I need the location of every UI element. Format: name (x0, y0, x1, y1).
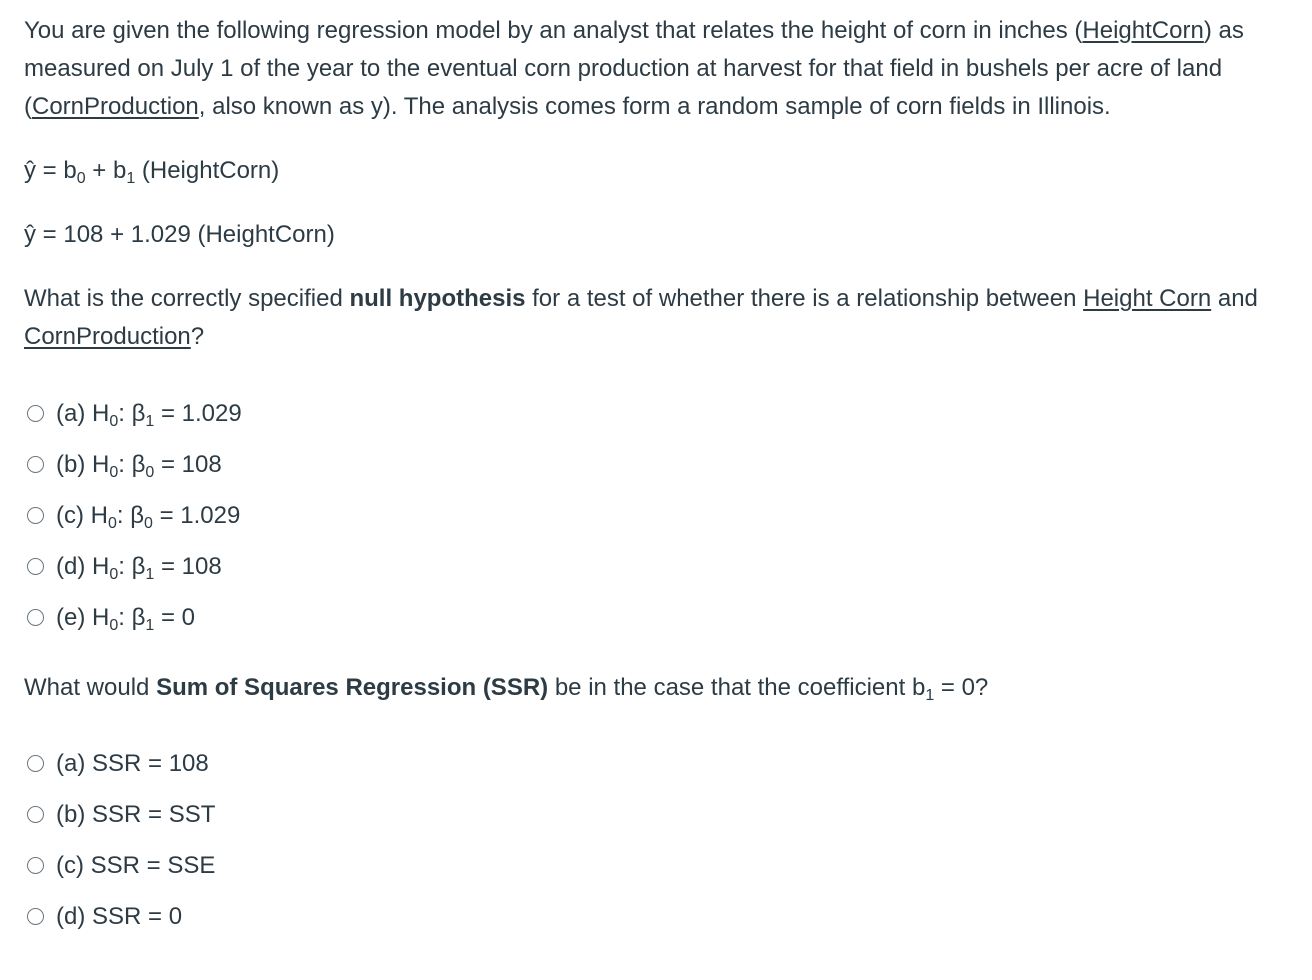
intro-text-2: ) as measured on July 1 of the year to the eventual corn production at harvest for that field in bushels per acre of land ( (24, 17, 1244, 120)
var-cornproduction: CornProduction (32, 93, 199, 120)
q2-bold: Sum of Squares Regression (SSR) (156, 674, 549, 701)
question-2-prompt (24, 669, 1288, 707)
option-label: (d) SSR = 0 (56, 902, 183, 930)
q1-text-3: and (1211, 285, 1258, 312)
option-label: (e) $H_0$: $\beta_1 = 0$ (56, 603, 195, 634)
q1-option-e[interactable] (24, 592, 1288, 643)
q1-var-cornproduction: CornProduction (24, 323, 191, 350)
q1-option-a[interactable] (24, 388, 1288, 439)
eq-sub-1: 1 (126, 170, 136, 187)
radio-button[interactable] (27, 857, 44, 874)
q2-option-b[interactable] (24, 789, 1288, 840)
eq-lhs: ŷ = b (24, 157, 77, 184)
radio-button[interactable] (27, 405, 44, 422)
var-heightcorn: HeightCorn (1082, 17, 1204, 44)
q2-sub: 1 (925, 687, 935, 704)
radio-button[interactable] (27, 755, 44, 772)
q2-text-1: What would (24, 674, 157, 701)
option-label: (d) $H_0$: $\beta_1 = 108$ (56, 552, 222, 583)
radio-button[interactable] (27, 507, 44, 524)
q1-text-1: What is the correctly specified (24, 285, 350, 312)
radio-button[interactable] (27, 609, 44, 626)
eq-mid: + b (85, 157, 127, 184)
question-1-options (24, 388, 1288, 643)
q1-option-c[interactable] (24, 490, 1288, 541)
q1-option-b[interactable] (24, 439, 1288, 490)
q2-text-2: be in the case that the coefficient b (548, 674, 926, 701)
intro-text-1: You are given the following regression model by an analyst that relates the height of corn in inches ( (24, 17, 1083, 44)
q2-option-a[interactable] (24, 738, 1288, 789)
q1-bold: null hypothesis (349, 285, 526, 312)
equation-general (24, 152, 1288, 190)
radio-button[interactable] (27, 908, 44, 925)
question-1-prompt (24, 280, 1274, 356)
option-label: (c) SSR = SSE (56, 851, 216, 879)
radio-button[interactable] (27, 456, 44, 473)
q2-text-3: = 0? (934, 674, 989, 701)
radio-button[interactable] (27, 558, 44, 575)
q1-option-d[interactable] (24, 541, 1288, 592)
radio-button[interactable] (27, 806, 44, 823)
eq-sub-0: 0 (76, 170, 86, 187)
option-label: (c) $H_0$: $\beta_0 = 1.029$ (56, 501, 241, 532)
q2-option-c[interactable] (24, 840, 1288, 891)
option-label: (b) $H_0$: $\beta_0 = 108$ (56, 450, 222, 481)
option-label: (b) SSR = SST (56, 800, 216, 828)
option-label: (a) SSR = 108 (56, 749, 209, 777)
intro-text-3: , also known as y). The analysis comes form a random sample of corn fields in Illinois. (198, 93, 1111, 120)
eq-rhs: (HeightCorn) (135, 157, 280, 184)
intro-paragraph (24, 12, 1264, 126)
q1-text-2: for a test of whether there is a relationship between (525, 285, 1084, 312)
option-label: (a) $H_0$: $\beta_1 = 1.029$ (56, 399, 242, 430)
q1-text-4: ? (190, 323, 205, 350)
q2-option-d[interactable] (24, 891, 1288, 942)
equation-fitted: ŷ = 108 + 1.029 (HeightCorn) (24, 221, 335, 248)
question-2-options (24, 738, 1288, 942)
q1-var-height-corn: Height Corn (1083, 285, 1212, 312)
